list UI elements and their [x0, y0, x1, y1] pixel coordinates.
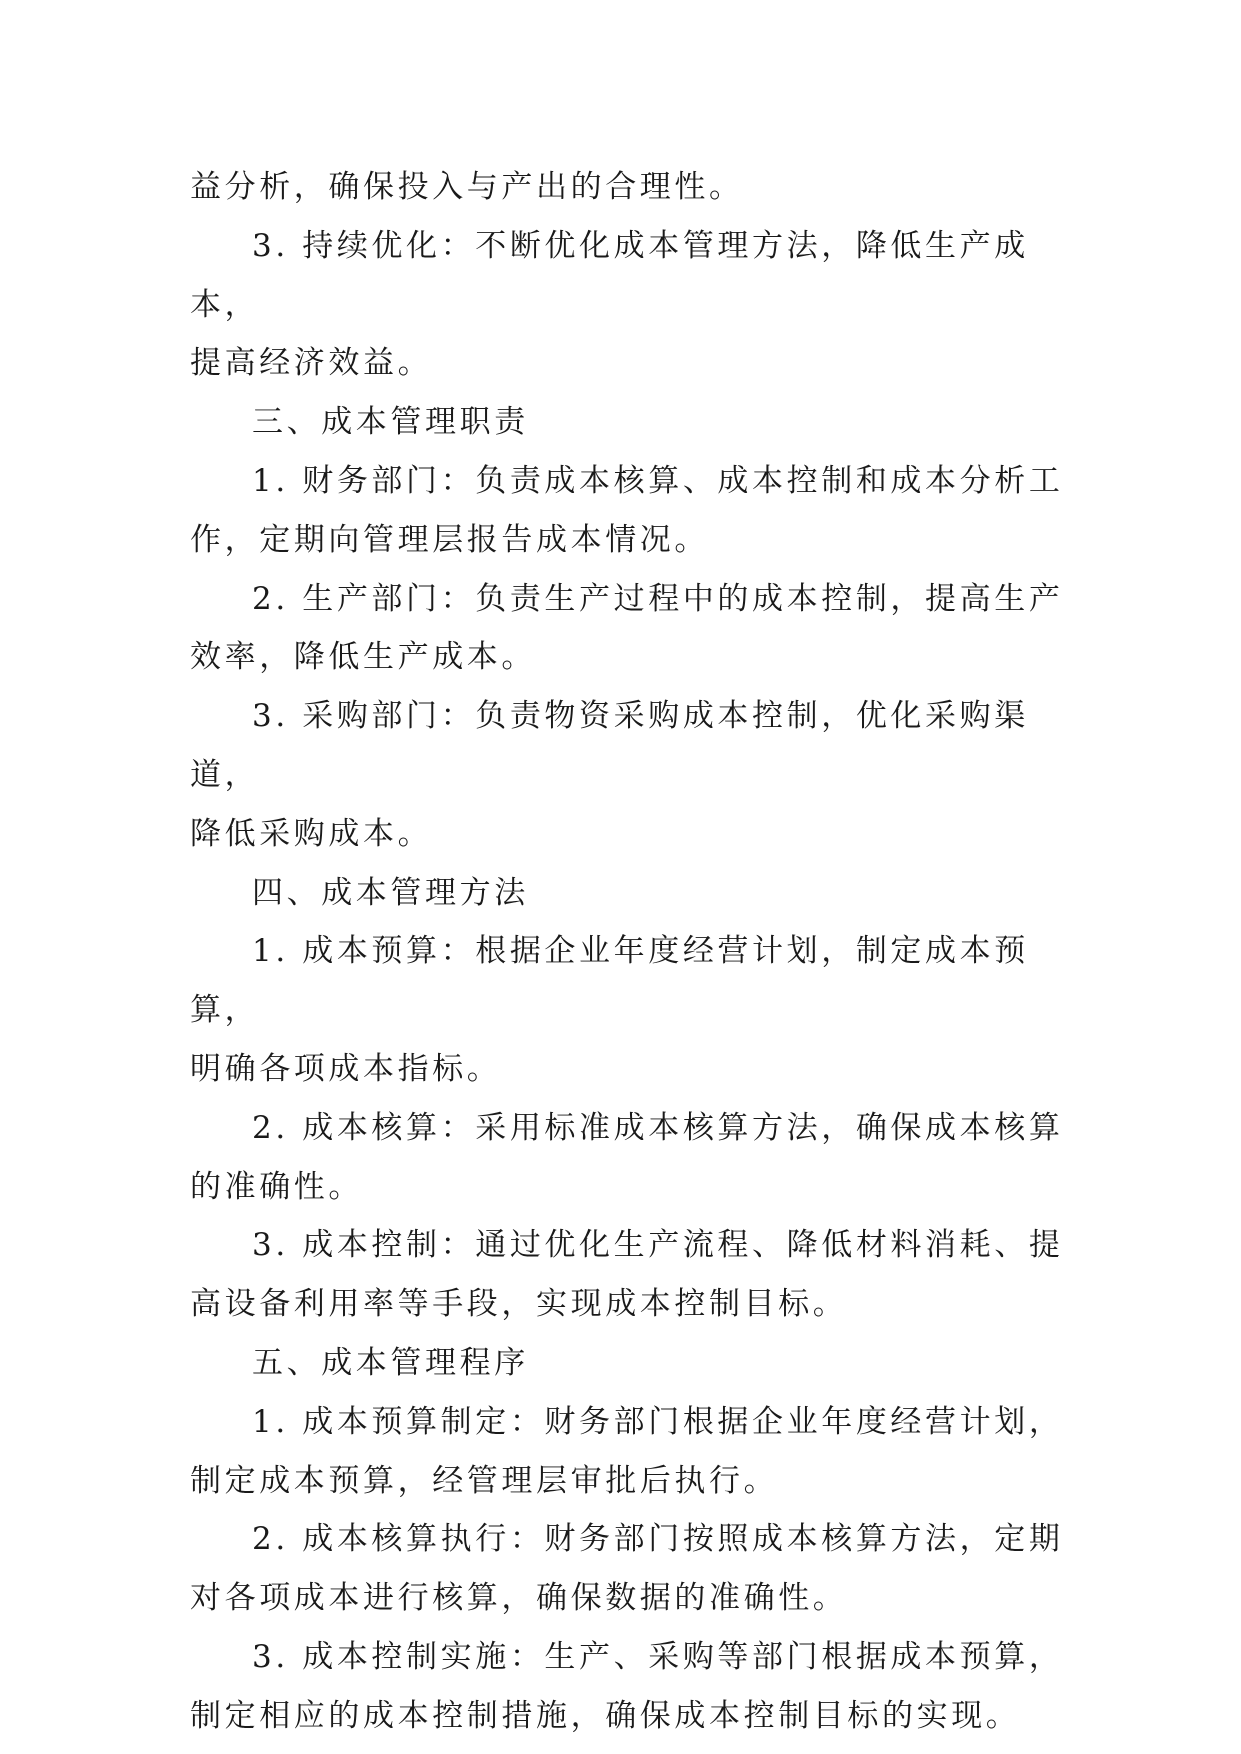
section-heading: 三、成本管理职责	[252, 404, 529, 441]
list-item-start: 3. 采购部门：负责物资采购成本控制，优化采购渠道，	[190, 698, 1029, 793]
body-line-continuation: 制定相应的成本控制措施，确保成本控制目标的实现。	[190, 1697, 1021, 1734]
body-line-continuation: 提高经济效益。	[190, 345, 433, 382]
body-line-continuation: 制定成本预算，经管理层审批后执行。	[190, 1462, 779, 1499]
body-line-continuation: 降低采购成本。	[190, 815, 433, 852]
list-item-start: 1. 成本预算制定：财务部门根据企业年度经营计划，	[252, 1403, 1064, 1440]
list-item-start: 2. 生产部门：负责生产过程中的成本控制，提高生产	[252, 580, 1064, 617]
body-line-continuation: 效率，降低生产成本。	[190, 639, 536, 676]
list-item-start: 1. 财务部门：负责成本核算、成本控制和成本分析工	[252, 462, 1064, 499]
list-item-start: 2. 成本核算：采用标准成本核算方法，确保成本核算	[252, 1109, 1064, 1146]
body-line-continuation: 明确各项成本指标。	[190, 1050, 502, 1087]
body-line-continuation: 对各项成本进行核算，确保数据的准确性。	[190, 1580, 848, 1617]
body-line-continuation: 益分析，确保投入与产出的合理性。	[190, 169, 744, 205]
section-heading: 四、成本管理方法	[252, 874, 529, 911]
body-line-continuation: 高设备利用率等手段，实现成本控制目标。	[190, 1286, 848, 1323]
section-heading: 五、成本管理程序	[252, 1344, 529, 1381]
body-line-continuation: 作，定期向管理层报告成本情况。	[190, 521, 709, 558]
document-body	[190, 158, 1070, 1746]
list-item-start: 3. 成本控制实施：生产、采购等部门根据成本预算，	[252, 1638, 1064, 1675]
list-item-start: 1. 成本预算：根据企业年度经营计划，制定成本预算，	[190, 933, 1029, 1029]
body-line-continuation: 的准确性。	[190, 1168, 363, 1205]
list-item-start: 3. 成本控制：通过优化生产流程、降低材料消耗、提	[252, 1227, 1064, 1264]
list-item-start: 3. 持续优化：不断优化成本管理方法，降低生产成本，	[190, 227, 1029, 323]
list-item-start: 2. 成本核算执行：财务部门按照成本核算方法，定期	[252, 1521, 1064, 1558]
